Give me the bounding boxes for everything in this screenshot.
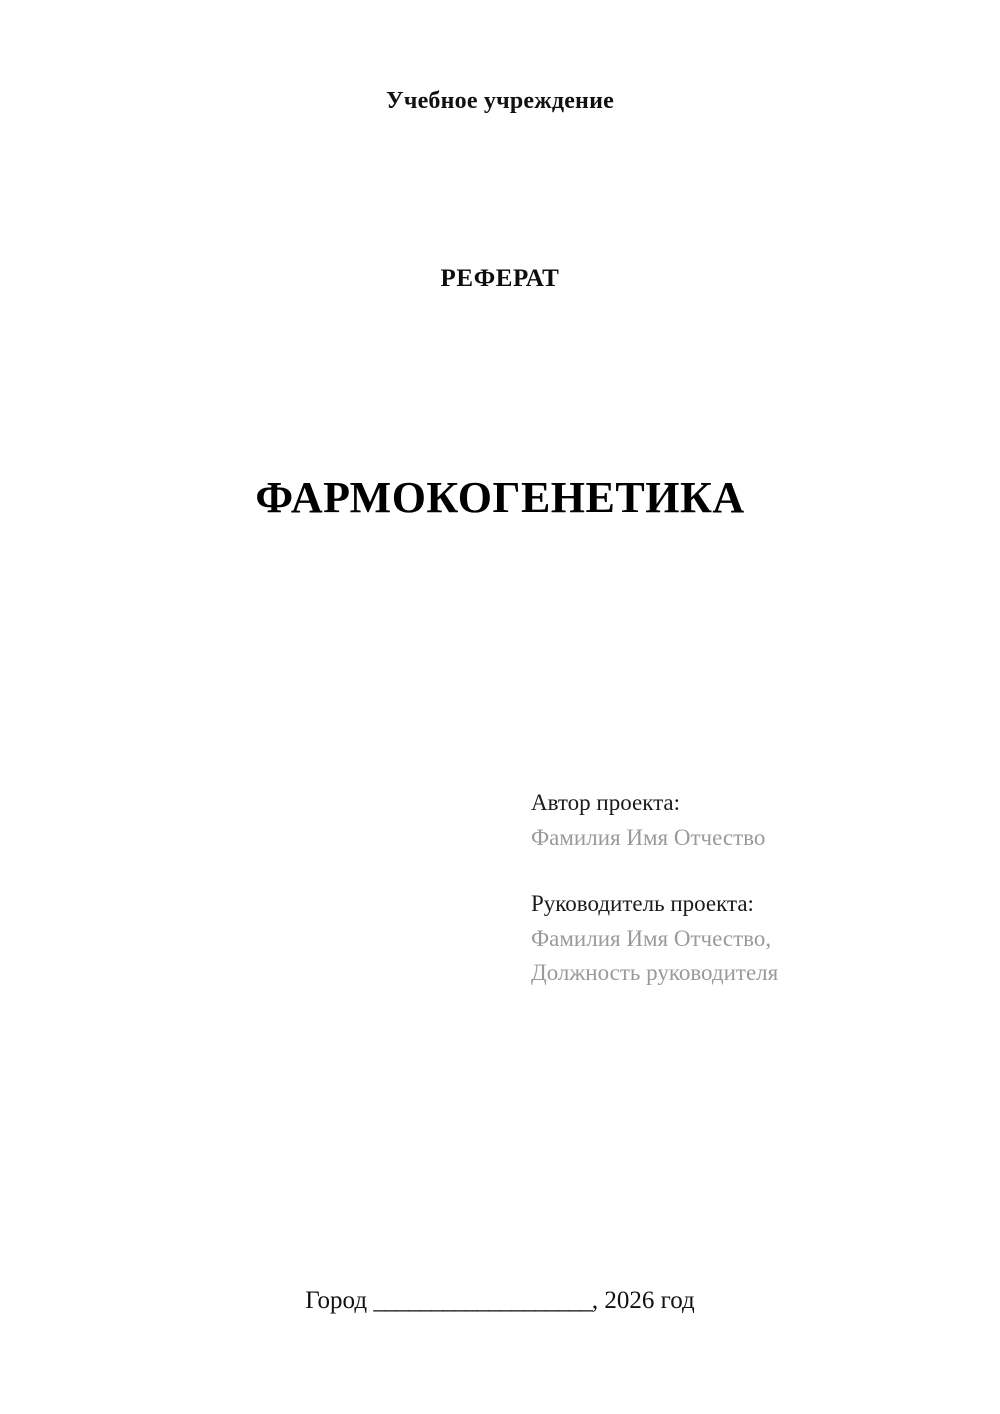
author-label: Автор проекта: — [531, 790, 680, 815]
city-blank-line: ___________________ — [373, 1287, 592, 1314]
page-title: ФАРМОКОГЕНЕТИКА — [255, 473, 745, 523]
credits-block — [531, 786, 951, 991]
footer-city-year — [0, 1287, 1000, 1315]
work-type-label: РЕФЕРАТ — [440, 265, 560, 292]
author-value: Фамилия Имя Отчество — [531, 824, 766, 850]
institution-name: Учебное учреждение — [386, 88, 614, 114]
supervisor-value-line-2: Должность руководителя — [531, 960, 779, 985]
city-label: Город — [305, 1287, 368, 1314]
supervisor-group — [531, 887, 951, 991]
year-text: , 2026 год — [591, 1287, 695, 1314]
supervisor-value-line-1: Фамилия Имя Отчество, — [531, 925, 772, 951]
supervisor-label: Руководитель проекта: — [531, 891, 754, 916]
author-group — [531, 786, 951, 855]
